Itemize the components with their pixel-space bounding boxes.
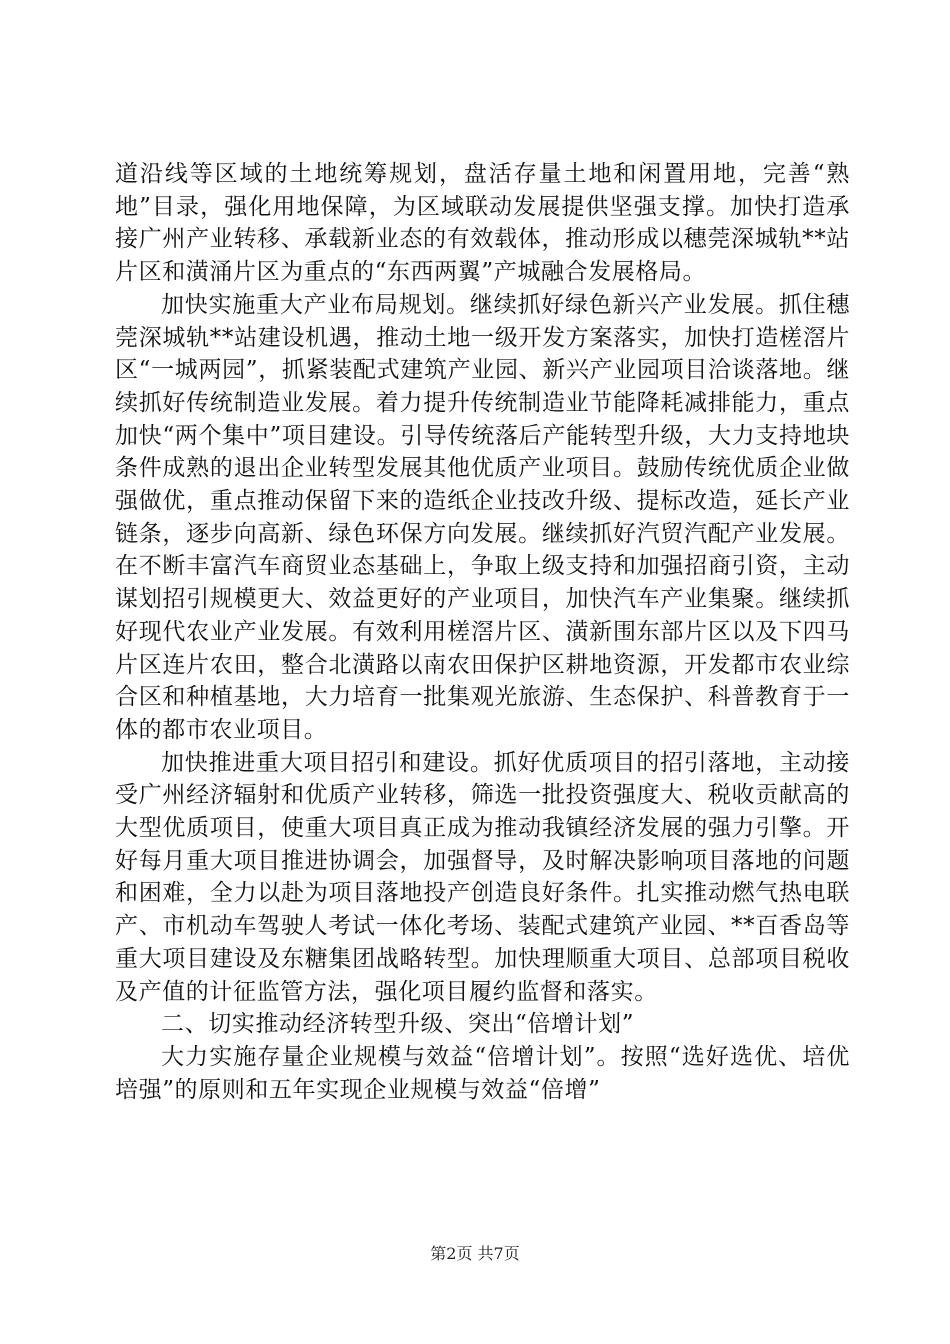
page-footer: 第2页 共7页 xyxy=(430,1244,520,1263)
paragraph-2: 加快实施重大产业布局规划。继续抓好绿色新兴产业发展。抓住穗莞深城轨**站建设机遇，推动土地一级开发方案落实，加快打造槎滘片区“一城两园”，抓紧装配式建筑产业园、新兴产业园项目洽谈落地。继续抓好传统制造业发展。着力提升传统制造业节能降耗减排能力，重点加快“两个集中”项目建设。引导传统落后产能转型升级，大力支持地块条件成熟的退出企业转型发展其他优质产业项目。鼓励传统优质企业做强做优，重点推动保留下来的造纸企业技改升级、提标改造，延长产业链条，逐步向高新、绿色环保方向发展。继续抓好汽贸汽配产业发展。在不断丰富汽车商贸业态基础上，争取上级支持和加强招商引资，主动谋划招引规模更大、效益更好的产业项目，加快汽车产业集聚。继续抓好现代农业产业发展。有效利用槎滘片区、潢新围东部片区以及下四马片区连片农田，整合北潢路以南农田保护区耕地资源，开发都市农业综合区和种植基地，大力培育一批集观光旅游、生态保护、科普教育于一体的都市农业项目。 xyxy=(115,291,850,743)
paragraph-4: 大力实施存量企业规模与效益“倍增计划”。按照“选好选优、培优培强”的原则和五年实现企业规模与效益“倍增” xyxy=(115,1043,850,1103)
paragraph-3: 加快推进重大项目招引和建设。抓好优质项目的招引落地，主动接受广州经济辐射和优质产业转移，筛选一批投资强度大、税收贡献高的大型优质项目，使重大项目真正成为推动我镇经济发展的强力引擎。开好每月重大项目推进协调会，加强督导，及时解决影响项目落地的问题和困难，全力以赴为项目落地投产创造良好条件。扎实推动燃气热电联产、市机动车驾驶人考试一体化考场、装配式建筑产业园、**百香岛等重大项目建设及东糖集团战略转型。加快理顺重大项目、总部项目税收及产值的计征监管方法，强化项目履约监督和落实。 xyxy=(115,749,850,1005)
paragraph-1: 道沿线等区域的土地统筹规划，盘活存量土地和闲置用地，完善“熟地”目录，强化用地保障，为区域联动发展提供坚强支撑。加快打造承接广州产业转移、承载新业态的有效载体，推动形成以穗莞深城轨**站片区和潢涌片区为重点的“东西两翼”产城融合发展格局。 xyxy=(115,161,850,286)
section-heading: 二、切实推动经济转型升级、突出“倍增计划” xyxy=(161,1011,635,1038)
document-body xyxy=(115,158,850,1106)
